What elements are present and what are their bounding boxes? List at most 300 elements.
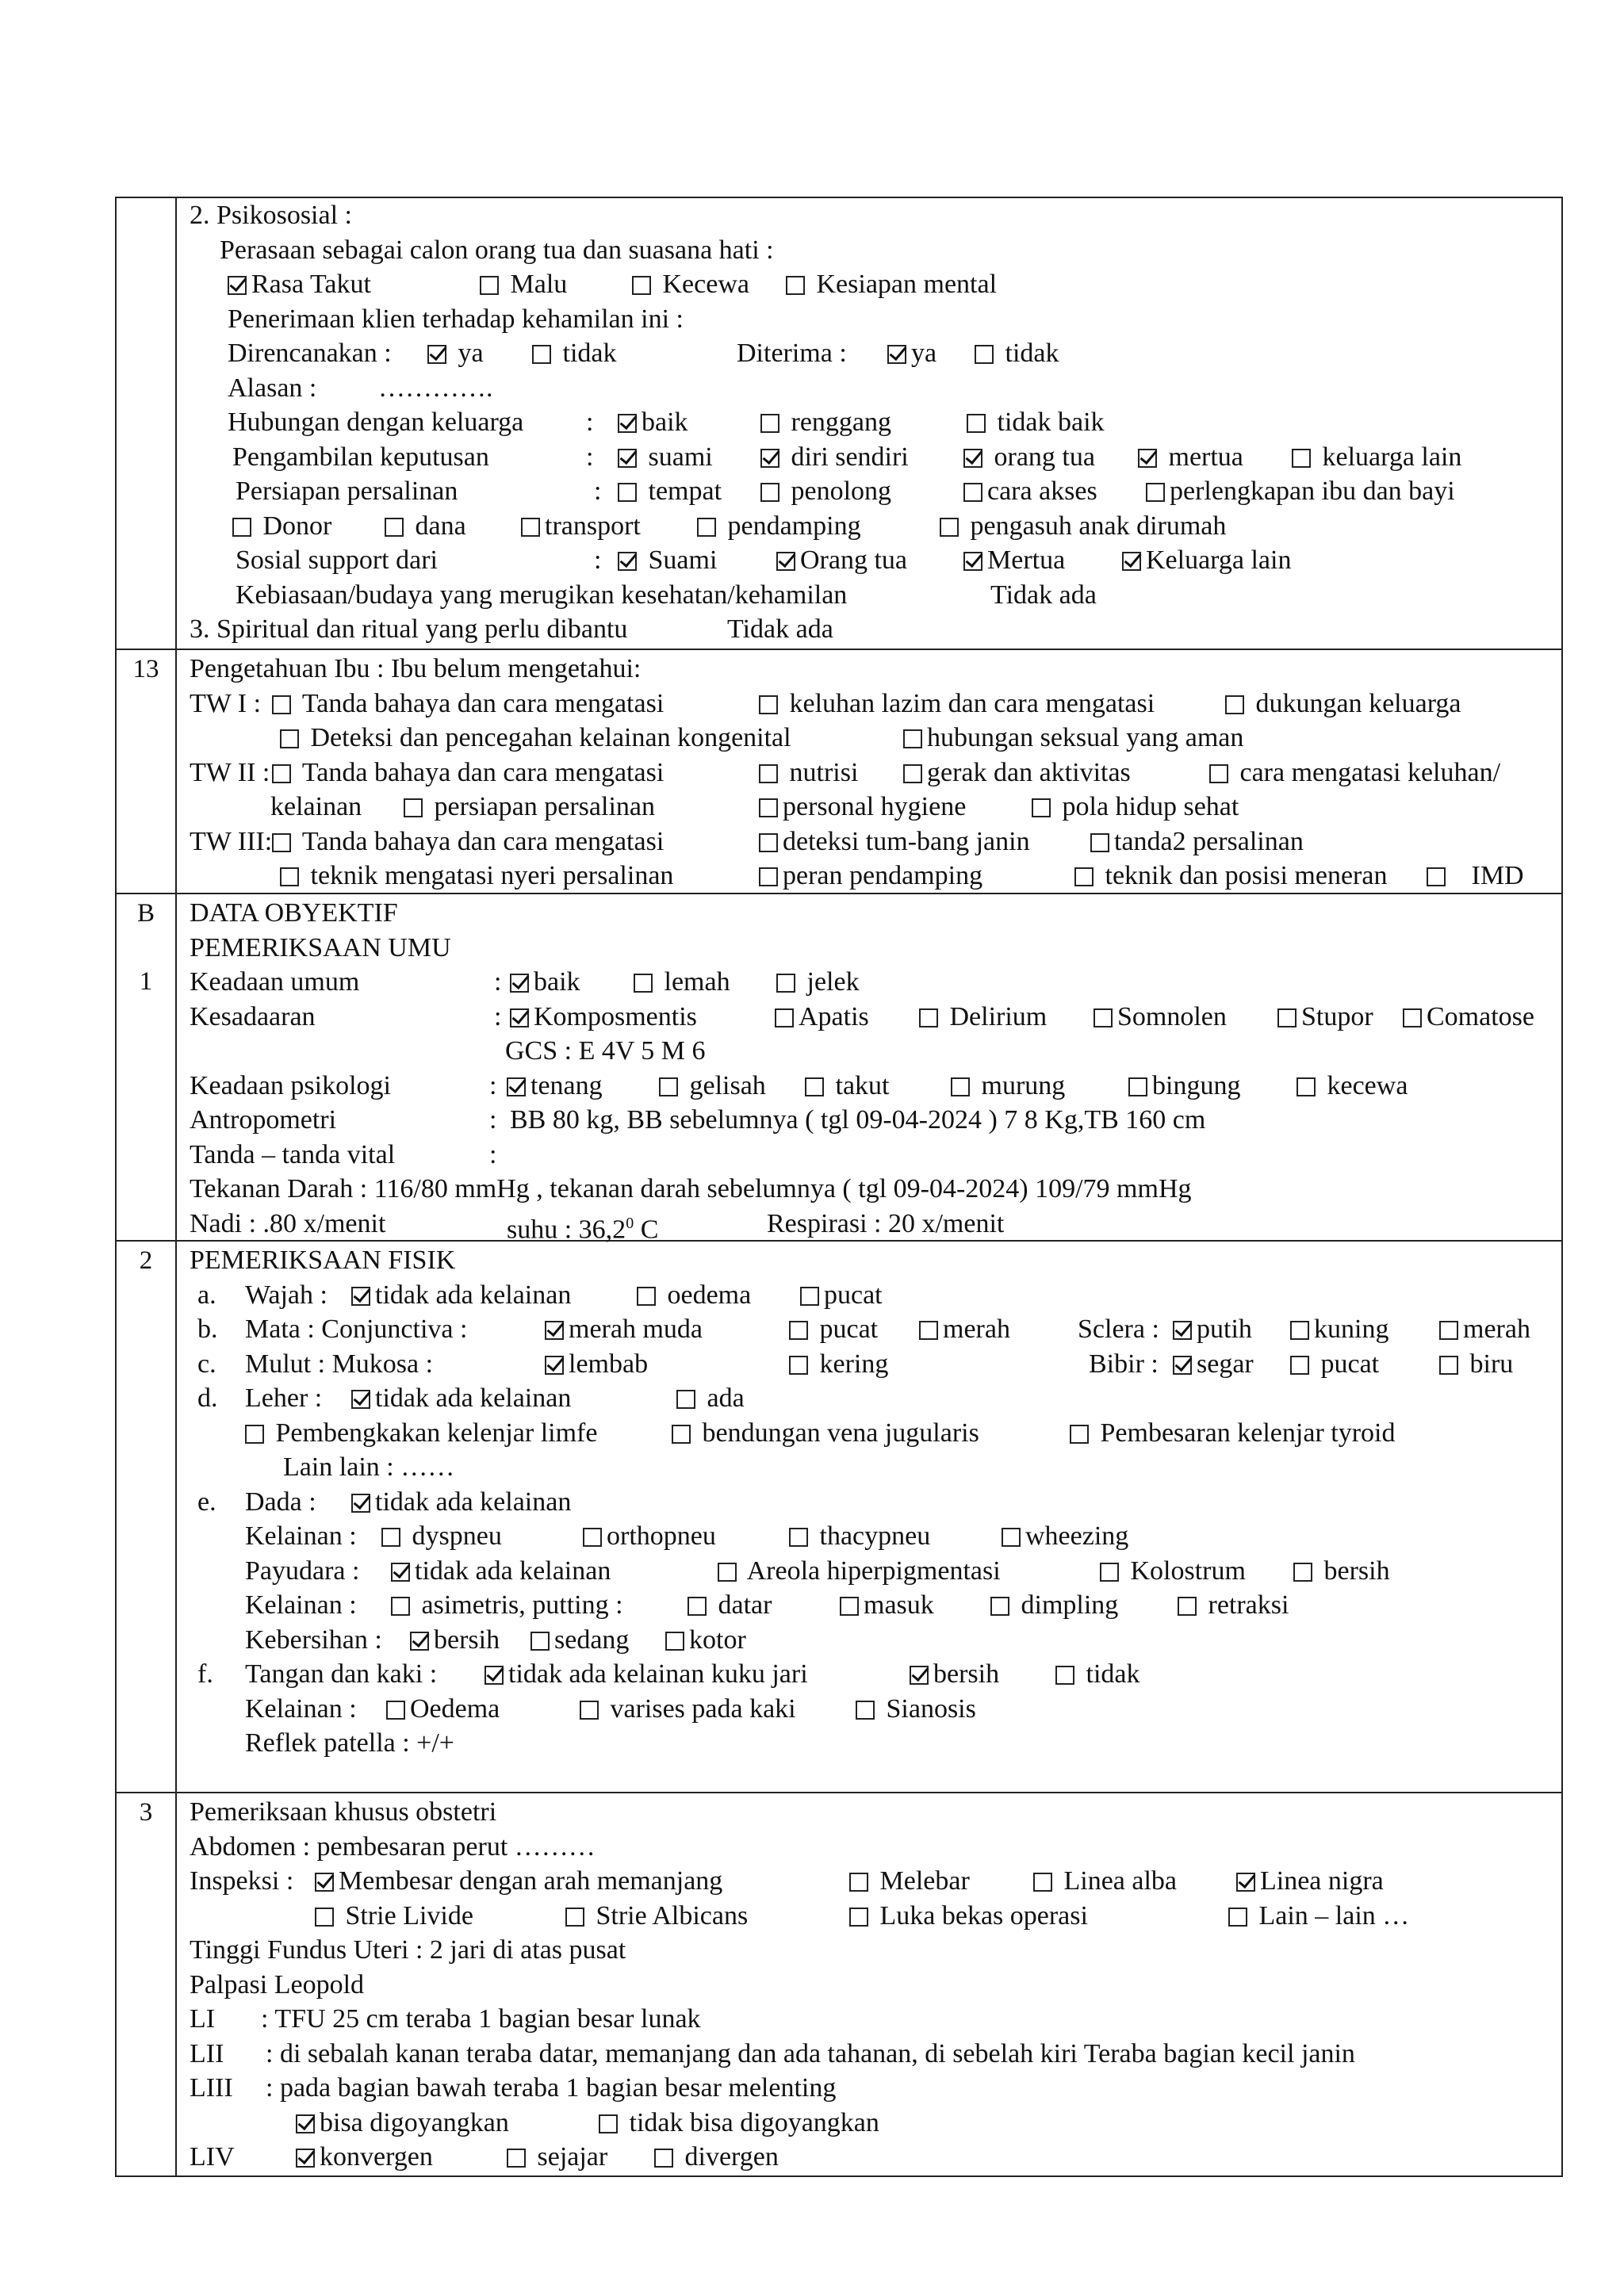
checkbox-sosial-orang-tua[interactable]: Orang tua: [776, 543, 907, 578]
colon: :: [594, 476, 602, 506]
checkbox-bisa-digoyangkan[interactable]: bisa digoyangkan: [296, 2106, 509, 2141]
checkbox-checked-icon: [545, 1356, 564, 1375]
checkbox-icon: [530, 1632, 550, 1651]
checkbox-kecewa[interactable]: kecewa: [1297, 1069, 1408, 1104]
field-label: Kelainan :: [245, 1693, 357, 1724]
checkbox-checked-icon: [510, 1008, 529, 1027]
checkbox-checked-icon: [1173, 1356, 1192, 1375]
colon: :: [586, 442, 594, 472]
checkbox-comatose[interactable]: Comatose: [1403, 1000, 1534, 1035]
checkbox-icon: [280, 867, 299, 886]
checkbox-baik[interactable]: baik: [618, 405, 688, 440]
checkbox-mukosa-kering[interactable]: kering: [789, 1347, 888, 1382]
checkbox-tw2-persiapan[interactable]: persiapan persalinan: [404, 790, 655, 825]
checkbox-bendungan[interactable]: bendungan vena jugularis: [672, 1416, 979, 1451]
checkbox-icon: [1070, 1425, 1089, 1444]
checkbox-icon: [1290, 1356, 1309, 1375]
checkbox-checked-icon: [776, 552, 795, 571]
checkbox-kuku-tidak-ada-kelainan[interactable]: tidak ada kelainan kuku jari: [485, 1657, 808, 1692]
checkbox-icon: [951, 1077, 970, 1096]
checkbox-sosial-keluarga-lain[interactable]: Keluarga lain: [1122, 543, 1291, 578]
field-label: Alasan :: [228, 373, 317, 403]
field-label: TW II :: [190, 757, 270, 787]
checkbox-icon: [315, 1908, 334, 1927]
checkbox-icon: [759, 695, 778, 714]
colon: :: [594, 545, 602, 575]
checkbox-baik[interactable]: baik: [510, 965, 580, 1000]
gcs-value: GCS : E 4V 5 M 6: [505, 1036, 706, 1066]
checkbox-limfe[interactable]: Pembengkakan kelenjar limfe: [245, 1416, 597, 1451]
checkbox-checked-icon: [1236, 1873, 1255, 1892]
checkbox-kolostrum[interactable]: Kolostrum: [1100, 1554, 1246, 1589]
checkbox-icon: [480, 276, 499, 295]
checkbox-leher-tidak-ada-kelainan[interactable]: tidak ada kelainan: [351, 1381, 571, 1416]
checkbox-suami[interactable]: suami: [618, 440, 713, 475]
checkbox-apatis[interactable]: Apatis: [775, 1000, 869, 1035]
checkbox-checked-icon: [296, 2114, 315, 2133]
field-label: Bibir :: [1089, 1349, 1159, 1379]
field-label: Reflek patella : +/+: [245, 1728, 454, 1758]
field-label: LI: [190, 2004, 216, 2034]
checkbox-tw2-cara-mengatasi[interactable]: cara mengatasi keluhan/: [1209, 756, 1500, 790]
checkbox-tw3-tanda2[interactable]: tanda2 persalinan: [1090, 825, 1304, 859]
checkbox-checked-icon: [1122, 552, 1141, 571]
checkbox-checked-icon: [545, 1321, 564, 1340]
checkbox-masuk[interactable]: masuk: [840, 1588, 934, 1623]
field-label: Dada :: [245, 1487, 316, 1517]
checkbox-icon: [1228, 1908, 1247, 1927]
checkbox-icon: [697, 518, 716, 537]
checkbox-varises[interactable]: varises pada kaki: [580, 1692, 796, 1727]
checkbox-icon: [1002, 1528, 1021, 1547]
row-number: 13: [132, 655, 159, 683]
checkbox-sosial-mertua[interactable]: Mertua: [963, 543, 1065, 578]
checkbox-icon: [963, 483, 982, 502]
checkbox-retraksi[interactable]: retraksi: [1178, 1588, 1289, 1623]
checkbox-checked-icon: [618, 449, 637, 468]
checkbox-icon: [1032, 798, 1051, 817]
checkbox-perlengkapan[interactable]: perlengkapan ibu dan bayi: [1146, 474, 1455, 509]
checkbox-asimetris[interactable]: asimetris, putting :: [391, 1588, 623, 1623]
checkbox-tw2-gerak[interactable]: gerak dan aktivitas: [903, 756, 1131, 790]
checkbox-icon: [940, 518, 959, 537]
checkbox-checked-icon: [618, 552, 637, 571]
checkbox-tw3-teknik-nyeri[interactable]: teknik mengatasi nyeri persalinan: [280, 859, 673, 894]
checkbox-icon: [272, 764, 291, 783]
checkbox-icon: [1290, 1321, 1309, 1340]
psikososial-section: [190, 198, 1553, 647]
checkbox-leher-ada[interactable]: ada: [676, 1381, 745, 1416]
checkbox-icon: [665, 1632, 684, 1651]
checkbox-checked-icon: [296, 2149, 315, 2168]
checkbox-komposmentis[interactable]: Komposmentis: [510, 1000, 697, 1035]
colon: :: [586, 408, 594, 437]
checkbox-checked-icon: [391, 1563, 410, 1582]
checkbox-stupor[interactable]: Stupor: [1277, 1000, 1373, 1035]
field-label: Tanda – tanda vital: [190, 1139, 396, 1169]
checkbox-icon: [1297, 1077, 1316, 1096]
checkbox-icon: [1074, 867, 1094, 886]
checkbox-icon: [759, 867, 778, 886]
field-label: Sclera :: [1078, 1314, 1159, 1344]
checkbox-icon: [632, 276, 651, 295]
checkbox-icon: [583, 1528, 602, 1547]
checkbox-tw3-peran[interactable]: peran pendamping: [759, 859, 982, 894]
field-label: Direncanakan :: [228, 339, 392, 368]
checkbox-kesiapan-mental[interactable]: Kesiapan mental: [786, 267, 997, 302]
section-heading: Pemeriksaan khusus obstetri: [190, 1797, 497, 1827]
checkbox-melebar[interactable]: Melebar: [849, 1864, 970, 1899]
leopold-3-value: : pada bagian bawah teraba 1 bagian besar melenting: [266, 2073, 837, 2103]
checkbox-icon: [1439, 1321, 1458, 1340]
checkbox-icon: [1403, 1008, 1422, 1027]
checkbox-icon: [1178, 1597, 1197, 1616]
checkbox-icon: [775, 1008, 794, 1027]
checkbox-malu[interactable]: Malu: [480, 267, 567, 302]
checkbox-icon: [849, 1873, 868, 1892]
checkbox-konvergen[interactable]: konvergen: [296, 2140, 433, 2175]
checkbox-icon: [789, 1356, 808, 1375]
checkbox-tw1-deteksi[interactable]: Deteksi dan pencegahan kelainan kongenital: [280, 721, 791, 756]
field-label: Tangan dan kaki :: [245, 1659, 438, 1689]
field-label: Penerimaan klien terhadap kehamilan ini :: [228, 304, 684, 334]
checkbox-payudara-bersih[interactable]: bersih: [1293, 1554, 1390, 1589]
field-label: Payudara :: [245, 1556, 360, 1586]
checkbox-dimpling[interactable]: dimpling: [990, 1588, 1118, 1623]
field-label: Kebiasaan/budaya yang merugikan kesehatan/kehamilan: [236, 580, 848, 610]
checkbox-icon: [580, 1701, 599, 1720]
checkbox-icon: [800, 1287, 819, 1306]
field-label: Inspeksi :: [190, 1866, 294, 1896]
antropometri-value: BB 80 kg, BB sebelumnya ( tgl 09-04-2024 ) 7 8 Kg,TB 160 cm: [510, 1105, 1206, 1135]
checkbox-icon: [903, 764, 922, 783]
checkbox-tangan-tidak[interactable]: tidak: [1055, 1657, 1139, 1692]
field-label: Lain lain : ……: [283, 1452, 455, 1482]
checkbox-kebersihan-bersih[interactable]: bersih: [410, 1623, 500, 1658]
nadi-value: Nadi : .80 x/menit: [190, 1208, 386, 1238]
checkbox-thacypneu[interactable]: thacypneu: [789, 1519, 930, 1554]
checkbox-icon: [659, 1077, 678, 1096]
checkbox-checked-icon: [1173, 1321, 1192, 1340]
field-label: Sosial support dari: [236, 545, 438, 575]
field-label: TW III:: [190, 826, 273, 856]
checkbox-gelisah[interactable]: gelisah: [659, 1069, 766, 1104]
checkbox-icon: [718, 1563, 737, 1582]
checkbox-icon: [391, 1597, 410, 1616]
section-heading: 2. Psikososial :: [190, 201, 352, 230]
checkbox-diri-sendiri[interactable]: diri sendiri: [760, 440, 909, 475]
field-label: Antropometri: [190, 1105, 337, 1135]
checkbox-icon: [507, 2149, 526, 2168]
checkbox-delirium[interactable]: Delirium: [919, 1000, 1047, 1035]
tfu-value: Tinggi Fundus Uteri : 2 jari di atas pusat: [190, 1935, 626, 1965]
checkbox-checked-icon: [1138, 449, 1157, 468]
checkbox-diterima-ya[interactable]: ya: [887, 336, 936, 371]
checkbox-tangan-bersih[interactable]: bersih: [910, 1657, 999, 1692]
checkbox-tw3-imd[interactable]: IMD: [1427, 859, 1524, 894]
checkbox-icon: [967, 414, 986, 433]
checkbox-icon: [990, 1597, 1009, 1616]
checkbox-sejajar[interactable]: sejajar: [507, 2140, 607, 2175]
field-label: Wajah :: [245, 1280, 327, 1310]
checkbox-checked-icon: [228, 276, 247, 295]
checkbox-bibir-pucat[interactable]: pucat: [1290, 1347, 1379, 1382]
field-label: Kelainan :: [245, 1590, 357, 1620]
checkbox-icon: [789, 1321, 808, 1340]
checkbox-checked-icon: [887, 345, 906, 364]
checkbox-tidak-bisa-digoyangkan[interactable]: tidak bisa digoyangkan: [599, 2106, 879, 2141]
checkbox-tw1-hubungan-seksual[interactable]: hubungan seksual yang aman: [903, 721, 1243, 756]
field-label: Abdomen : pembesaran perut ………: [190, 1831, 596, 1862]
field-label: Keadaan umum: [190, 967, 360, 997]
field-value: Tidak ada: [727, 614, 833, 644]
field-label: Palpasi Leopold: [190, 1969, 365, 1999]
checkbox-wheezing[interactable]: wheezing: [1002, 1519, 1128, 1554]
field-label: Kesadaaran: [190, 1001, 316, 1031]
checkbox-kecewa[interactable]: Kecewa: [632, 267, 749, 302]
checkbox-kebersihan-sedang[interactable]: sedang: [530, 1623, 629, 1658]
row-number: 3: [139, 1798, 153, 1827]
section-heading: DATA OBYEKTIF: [190, 898, 398, 928]
checkbox-icon: [688, 1597, 707, 1616]
checkbox-areola[interactable]: Areola hiperpigmentasi: [718, 1554, 1001, 1589]
checkbox-renggang[interactable]: renggang: [760, 405, 891, 440]
checkbox-checked-icon: [618, 414, 637, 433]
leopold-2-value: : di sebalah kanan teraba datar, memanjang dan ada tahanan, di sebelah kiri Teraba bagian kecil janin: [266, 2038, 1355, 2068]
checkbox-wajah-oedema[interactable]: oedema: [637, 1278, 751, 1313]
suhu-value: suhu : 36,2$^0$ C: [507, 1214, 659, 1244]
checkbox-icon: [1427, 867, 1446, 886]
checkbox-takut[interactable]: takut: [805, 1069, 889, 1104]
field-label: LIV: [190, 2142, 235, 2172]
checkbox-dana[interactable]: dana: [385, 509, 466, 544]
checkbox-sianosis[interactable]: Sianosis: [856, 1692, 976, 1727]
row-number: B: [136, 899, 155, 928]
checkbox-diterima-tidak[interactable]: tidak: [975, 336, 1059, 371]
checkbox-icon: [381, 1528, 400, 1547]
respirasi-value: Respirasi : 20 x/menit: [767, 1208, 1005, 1238]
field-label: Kebersihan :: [245, 1624, 382, 1655]
field-label: Persiapan persalinan: [236, 476, 458, 506]
checkbox-checked-icon: [963, 449, 982, 468]
checkbox-icon: [404, 798, 423, 817]
checkbox-checked-icon: [485, 1666, 504, 1685]
checkbox-icon: [637, 1287, 656, 1306]
checkbox-icon: [1209, 764, 1228, 783]
checkbox-tw2-tanda-bahaya[interactable]: Tanda bahaya dan cara mengatasi: [272, 756, 664, 790]
checkbox-pendamping[interactable]: pendamping: [697, 509, 861, 544]
checkbox-icon: [386, 1701, 405, 1720]
checkbox-tw1-keluhan[interactable]: keluhan lazim dan cara mengatasi: [759, 687, 1155, 721]
row-number: 2: [139, 1246, 153, 1275]
checkbox-wajah-pucat[interactable]: pucat: [800, 1278, 883, 1313]
checkbox-mertua[interactable]: mertua: [1138, 440, 1243, 475]
checkbox-checked-icon: [910, 1666, 929, 1685]
checkbox-tw3-tanda-bahaya[interactable]: Tanda bahaya dan cara mengatasi: [272, 825, 664, 859]
row-number: 1: [139, 967, 153, 996]
checkbox-luka-bekas-operasi[interactable]: Luka bekas operasi: [849, 1899, 1088, 1934]
checkbox-icon: [1090, 833, 1109, 852]
section-heading: PEMERIKSAAN FISIK: [190, 1246, 456, 1275]
checkbox-icon: [565, 1908, 584, 1927]
checkbox-conjunctiva-merah-muda[interactable]: merah muda: [545, 1312, 703, 1347]
checkbox-conjunctiva-merah[interactable]: merah: [919, 1312, 1010, 1347]
checkbox-icon: [385, 518, 404, 537]
checkbox-checked-icon: [351, 1287, 370, 1306]
checkbox-icon: [1033, 1873, 1052, 1892]
checkbox-oedema[interactable]: Oedema: [386, 1692, 500, 1727]
field-label: Mata : Conjunctiva :: [245, 1314, 468, 1344]
checkbox-icon: [272, 695, 291, 714]
checkbox-icon: [760, 414, 779, 433]
field-label: Leher :: [245, 1383, 323, 1413]
checkbox-dyspneu[interactable]: dyspneu: [381, 1519, 502, 1554]
field-label: kelainan: [270, 792, 362, 821]
checkbox-conjunctiva-pucat[interactable]: pucat: [789, 1312, 878, 1347]
checkbox-icon: [1439, 1356, 1458, 1375]
checkbox-icon: [1128, 1077, 1147, 1096]
checkbox-icon: [786, 276, 805, 295]
checkbox-somnolen[interactable]: Somnolen: [1094, 1000, 1227, 1035]
checkbox-lain-lain[interactable]: Lain – lain …: [1228, 1899, 1409, 1934]
checkbox-checked-icon: [351, 1390, 370, 1409]
checkbox-tw3-teknik-meneran[interactable]: teknik dan posisi meneran: [1074, 859, 1387, 894]
checkbox-donor[interactable]: Donor: [232, 509, 331, 544]
leopold-1-value: : TFU 25 cm teraba 1 bagian besar lunak: [261, 2004, 701, 2034]
checkbox-murung[interactable]: murung: [951, 1069, 1065, 1104]
checkbox-linea-nigra[interactable]: Linea nigra: [1236, 1864, 1384, 1899]
checkbox-sosial-suami[interactable]: Suami: [618, 543, 717, 578]
field-label: TW I :: [190, 688, 262, 718]
checkbox-rasa-takut[interactable]: Rasa Takut: [228, 267, 371, 302]
checkbox-pengasuh[interactable]: pengasuh anak dirumah: [940, 509, 1226, 544]
checkbox-icon: [840, 1597, 859, 1616]
checkbox-tw2-pola-hidup[interactable]: pola hidup sehat: [1032, 790, 1239, 825]
checkbox-orthopneu[interactable]: orthopneu: [583, 1519, 716, 1554]
field-label: Kelainan :: [245, 1521, 357, 1551]
column-divider: [175, 198, 177, 2175]
checkbox-lemah[interactable]: lemah: [634, 965, 730, 1000]
field-label: LII: [190, 2038, 224, 2068]
checkbox-bingung[interactable]: bingung: [1128, 1069, 1240, 1104]
checkbox-divergen[interactable]: divergen: [654, 2140, 779, 2175]
checkbox-cara-akses[interactable]: cara akses: [963, 474, 1097, 509]
checkbox-tw1-dukungan[interactable]: dukungan keluarga: [1225, 687, 1461, 721]
checkbox-icon: [760, 483, 779, 502]
section-heading: Pengetahuan Ibu : Ibu belum mengetahui:: [190, 654, 642, 683]
data-obyektif-section: DATA OBYEKTIF PEMERIKSAAN UMU Keadaan umum : baik lemah jelek Kesadaaran : Komposmentis Apatis Delirium Somnolen Stupor Comatose GCS : E 4V 5 M 6 Keadaan psikologi : tenang gelisah takut murung bingung kecewa Antropometri : BB 80 kg, BB sebelumnya ( tgl 09-04-2024 ) 7 8 Kg,TB 160 cm Tanda – tanda vital : Tekanan Darah : 116/80 mmHg , tekanan darah sebelumnya ( tgl 09-04-2024) 109/79 mmHg Nadi : .80 x/menit suhu : 36,2$^0$ C Respirasi : 20 x/menit: [190, 896, 1553, 1241]
checkbox-icon: [805, 1077, 824, 1096]
checkbox-icon: [676, 1390, 695, 1409]
checkbox-strie-albicans[interactable]: Strie Albicans: [565, 1899, 748, 1934]
checkbox-penolong[interactable]: penolong: [760, 474, 891, 509]
checkbox-tempat[interactable]: tempat: [618, 474, 722, 509]
field-value: Tidak ada: [990, 580, 1097, 610]
checkbox-wajah-tidak-ada-kelainan[interactable]: tidak ada kelainan: [351, 1278, 571, 1313]
checkbox-tw3-deteksi[interactable]: deteksi tum-bang janin: [759, 825, 1030, 859]
checkbox-tenang[interactable]: tenang: [507, 1069, 603, 1104]
checkbox-membesar[interactable]: Membesar dengan arah memanjang: [315, 1864, 722, 1899]
checkbox-icon: [759, 764, 778, 783]
checkbox-icon: [599, 2114, 618, 2133]
checkbox-icon: [280, 729, 299, 748]
checkbox-tw1-tanda-bahaya[interactable]: Tanda bahaya dan cara mengatasi: [272, 687, 664, 721]
checkbox-icon: [919, 1321, 938, 1340]
checkbox-checked-icon: [507, 1077, 526, 1096]
checkbox-icon: [532, 345, 551, 364]
checkbox-strie-livide[interactable]: Strie Livide: [315, 1899, 473, 1934]
checkbox-sclera-merah[interactable]: merah: [1439, 1312, 1530, 1347]
checkbox-icon: [1292, 449, 1311, 468]
field-value: ………….: [378, 373, 493, 403]
field-label: Diterima :: [737, 339, 847, 368]
checkbox-transport[interactable]: transport: [521, 509, 641, 544]
checkbox-icon: [232, 518, 251, 537]
checkbox-tw2-personal-hygiene[interactable]: personal hygiene: [759, 790, 966, 825]
row-divider: [117, 1792, 1561, 1793]
checkbox-checked-icon: [315, 1873, 334, 1892]
checkbox-kebersihan-kotor[interactable]: kotor: [665, 1623, 746, 1658]
checkbox-bibir-segar[interactable]: segar: [1173, 1347, 1254, 1382]
obstetri-section: [190, 1795, 1553, 2175]
checkbox-checked-icon: [351, 1494, 370, 1513]
checkbox-sclera-kuning[interactable]: kuning: [1290, 1312, 1388, 1347]
checkbox-payudara-tidak-ada-kelainan[interactable]: tidak ada kelainan: [391, 1554, 611, 1589]
section-heading: 3. Spiritual dan ritual yang perlu dibantu: [190, 614, 628, 644]
checkbox-icon: [1055, 1666, 1074, 1685]
checkbox-tw2-nutrisi[interactable]: nutrisi: [759, 756, 858, 790]
section-subheading: PEMERIKSAAN UMU: [190, 932, 451, 962]
checkbox-checked-icon: [410, 1632, 429, 1651]
checkbox-checked-icon: [427, 345, 446, 364]
checkbox-sclera-putih[interactable]: putih: [1173, 1312, 1252, 1347]
checkbox-bibir-biru[interactable]: biru: [1439, 1347, 1513, 1382]
checkbox-keluarga-lain[interactable]: keluarga lain: [1292, 440, 1461, 475]
row-divider: [117, 649, 1561, 650]
checkbox-icon: [856, 1701, 875, 1720]
checkbox-mukosa-lembab[interactable]: lembab: [545, 1347, 648, 1382]
checkbox-icon: [759, 798, 778, 817]
checkbox-icon: [975, 345, 994, 364]
checkbox-icon: [1225, 695, 1244, 714]
checkbox-icon: [1277, 1008, 1297, 1027]
checkbox-datar[interactable]: datar: [688, 1588, 772, 1623]
tekanan-darah-value: Tekanan Darah : 116/80 mmHg , tekanan darah sebelumnya ( tgl 09-04-2024) 109/79 mmHg: [190, 1174, 1192, 1203]
checkbox-icon: [1293, 1563, 1312, 1582]
checkbox-icon: [245, 1425, 264, 1444]
checkbox-icon: [618, 483, 637, 502]
checkbox-icon: [521, 518, 540, 537]
form-table: [115, 197, 1563, 2177]
checkbox-icon: [654, 2149, 673, 2168]
field-label: Hubungan dengan keluarga: [228, 408, 524, 437]
checkbox-checked-icon: [963, 552, 982, 571]
checkbox-jelek[interactable]: jelek: [776, 965, 860, 1000]
checkbox-direncanakan-tidak[interactable]: tidak: [532, 336, 616, 371]
checkbox-icon: [1100, 1563, 1119, 1582]
checkbox-icon: [1094, 1008, 1113, 1027]
field-label: Keadaan psikologi: [190, 1070, 391, 1100]
checkbox-icon: [759, 833, 778, 852]
checkbox-orang-tua[interactable]: orang tua: [963, 440, 1095, 475]
checkbox-tidak-baik[interactable]: tidak baik: [967, 405, 1105, 440]
checkbox-linea-alba[interactable]: Linea alba: [1033, 1864, 1177, 1899]
checkbox-direncanakan-ya[interactable]: ya: [427, 336, 484, 371]
checkbox-dada-tidak-ada-kelainan[interactable]: tidak ada kelainan: [351, 1485, 571, 1520]
checkbox-icon: [634, 974, 653, 993]
checkbox-tyroid[interactable]: Pembesaran kelenjar tyroid: [1070, 1416, 1395, 1451]
checkbox-checked-icon: [510, 974, 529, 993]
